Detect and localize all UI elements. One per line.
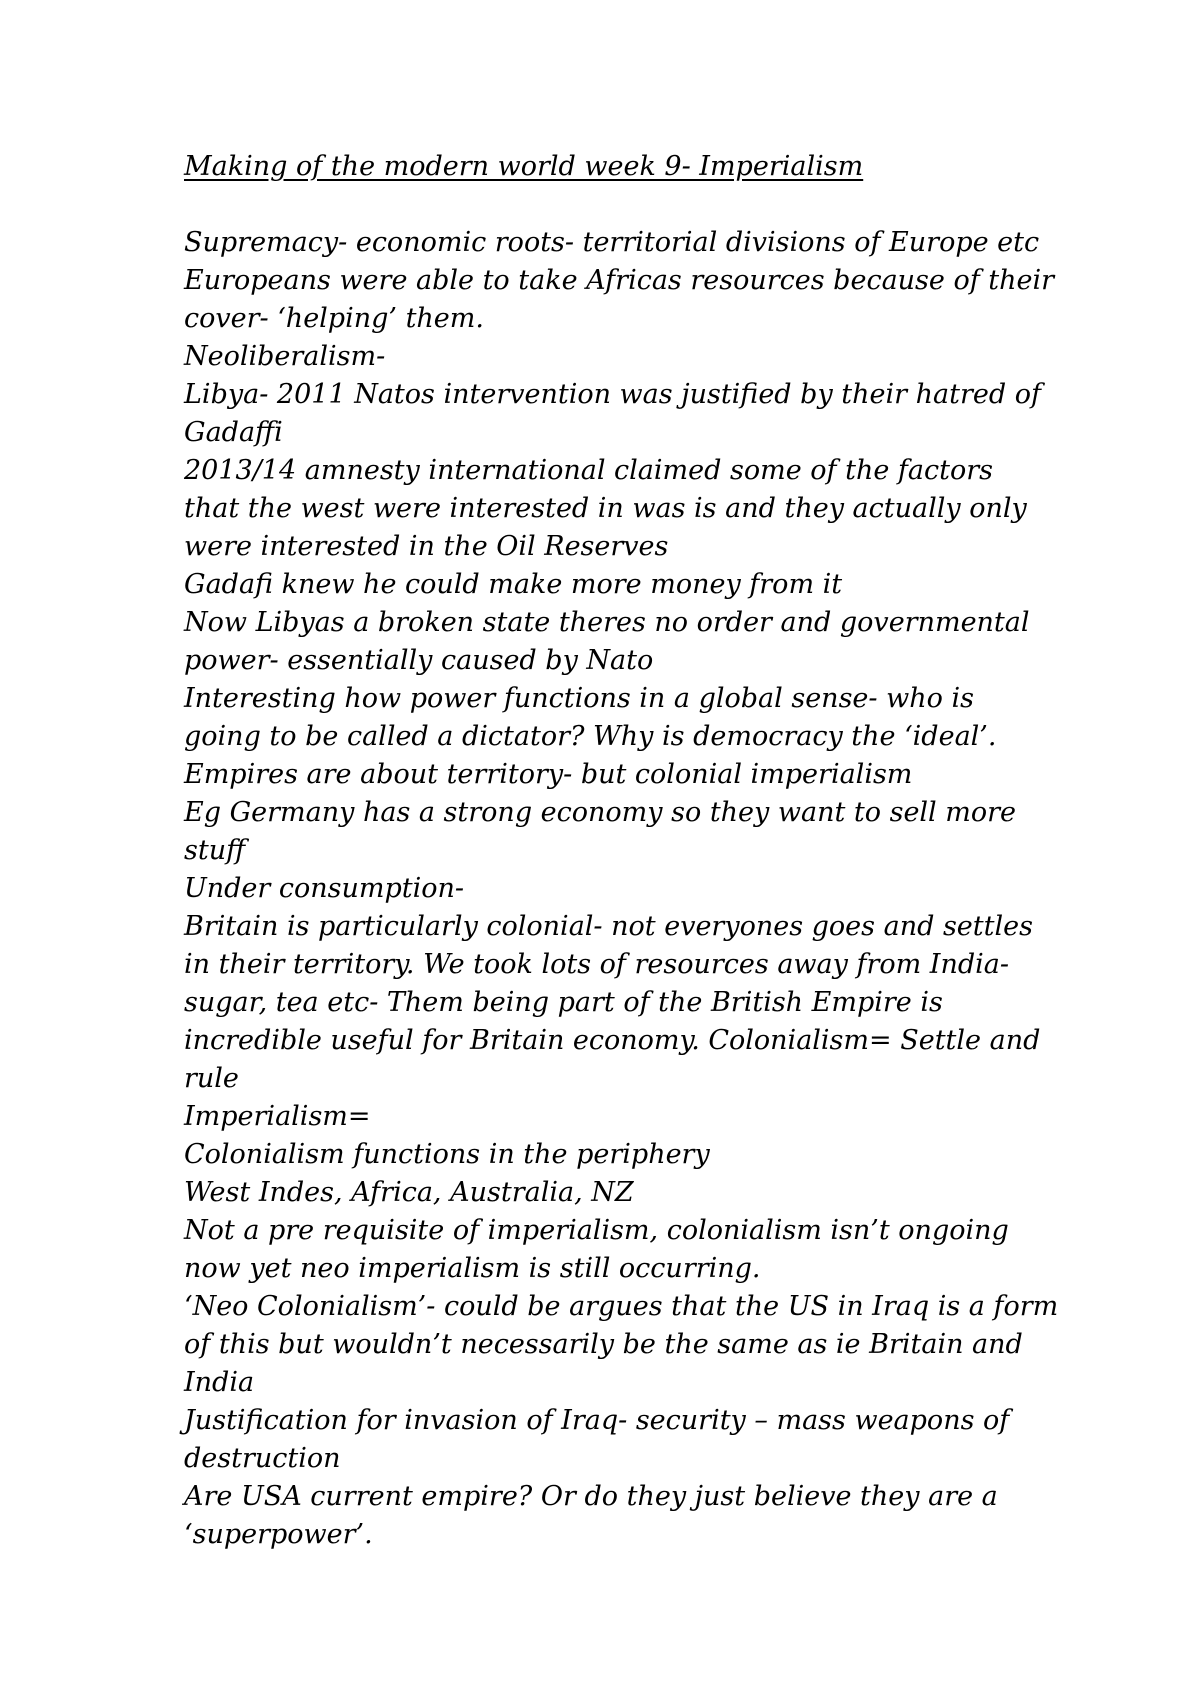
text-line: India [184,1367,255,1398]
text-line: ‘superpower’. [184,1519,373,1550]
text-line: ‘Neo Colonialism’- could be argues that the US in Iraq is a form [184,1291,1059,1322]
text-line: Europeans were able to take Africas resources because of their [184,265,1055,296]
text-line: Supremacy- economic roots- territorial divisions of Europe etc [184,227,1040,258]
notes-content [184,148,1064,1554]
text-line: Are USA current empire? Or do they just believe they are a [184,1481,998,1512]
text-line: were interested in the Oil Reserves [184,531,669,562]
text-line: Libya- 2011 Natos intervention was justified by their hatred of [184,379,1041,410]
text-line: Eg Germany has a strong economy so they want to sell more [184,797,1017,828]
text-line: Justification for invasion of Iraq- security – mass weapons of [184,1405,1010,1436]
text-line: Neoliberalism- [184,341,386,372]
page-title: Making of the modern world week 9- Imperialism [184,151,864,182]
text-line: now yet neo imperialism is still occurring. [184,1253,761,1284]
text-line: of this but wouldn’t necessarily be the same as ie Britain and [184,1329,1023,1360]
text-line: stuff [184,835,246,866]
text-line: Now Libyas a broken state theres no order and governmental [184,607,1030,638]
text-line: that the west were interested in was is and they actually only [184,493,1027,524]
notes-body [184,224,1064,1554]
text-line: Not a pre requisite of imperialism, colonialism isn’t ongoing [184,1215,1009,1246]
text-line: 2013/14 amnesty international claimed some of the factors [184,455,993,486]
text-line: incredible useful for Britain economy. Colonialism= Settle and [184,1025,1041,1056]
text-line: destruction [184,1443,341,1474]
text-line: Imperialism= [184,1101,371,1132]
text-line: power- essentially caused by Nato [184,645,654,676]
text-line: Interesting how power functions in a global sense- who is [184,683,974,714]
text-line: cover- ‘helping’ them. [184,303,484,334]
text-line: Gadaffi [184,417,283,448]
text-line: rule [184,1063,239,1094]
text-line: in their territory. We took lots of resources away from India- [184,949,1010,980]
text-line: sugar, tea etc- Them being part of the British Empire is [184,987,943,1018]
text-line: Under consumption- [184,873,465,904]
text-line: Empires are about territory- but colonial imperialism [184,759,913,790]
text-line: Britain is particularly colonial- not everyones goes and settles [184,911,1033,942]
text-line: West Indes, Africa, Australia, NZ [184,1177,634,1208]
text-line: Gadafi knew he could make more money from it [184,569,843,600]
text-line: going to be called a dictator? Why is democracy the ‘ideal’. [184,721,997,752]
text-line: Colonialism functions in the periphery [184,1139,710,1170]
